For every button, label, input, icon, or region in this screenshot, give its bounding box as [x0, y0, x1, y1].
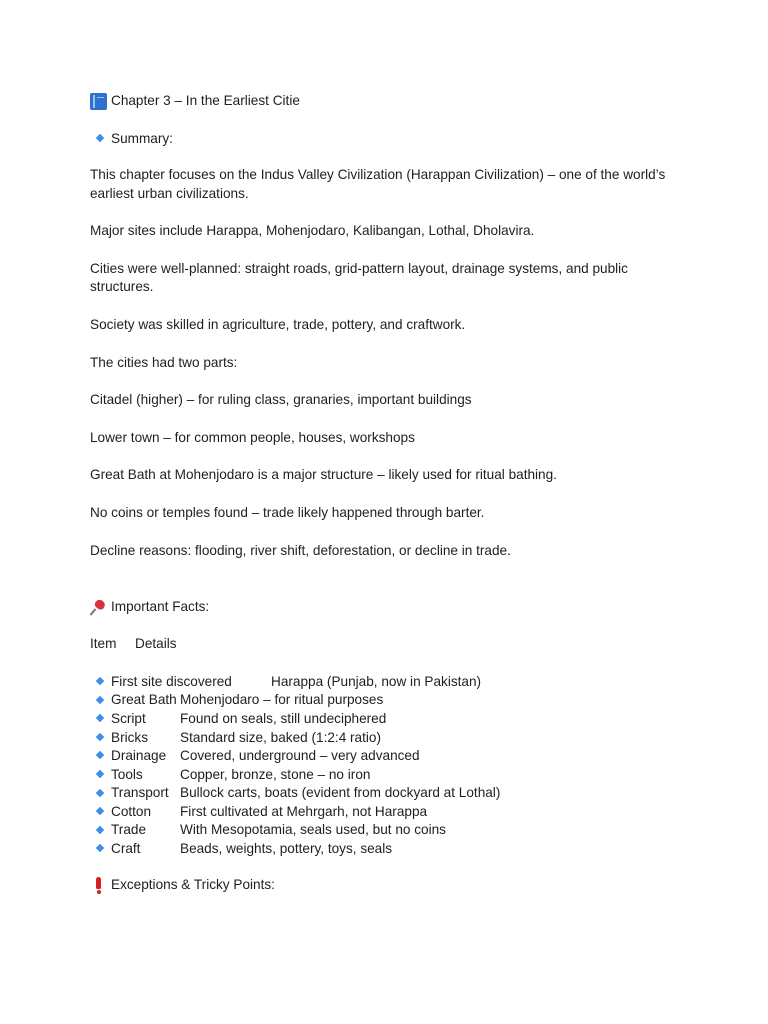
- paragraph-decline: Decline reasons: flooding, river shift, deforestation, or decline in trade.: [90, 542, 511, 558]
- diamond-bullet-icon: [96, 826, 104, 834]
- list-item: [90, 821, 690, 840]
- list-item: [90, 729, 690, 748]
- paragraph-planning: Cities were well-planned: straight roads, grid-pattern layout, drainage systems, and public structures.: [90, 260, 628, 295]
- fact-details: Bullock carts, boats (evident from dockyard at Lothal): [180, 785, 501, 801]
- column-header-details: Details: [135, 636, 177, 652]
- exclamation-icon: [90, 877, 107, 894]
- diamond-bullet-icon: [96, 714, 104, 722]
- list-item: [90, 766, 690, 785]
- document-page: [90, 91, 690, 896]
- fact-details: Mohenjodaro – for ritual purposes: [180, 692, 384, 708]
- fact-details: Copper, bronze, stone – no iron: [180, 766, 371, 782]
- fact-item: Craft: [111, 841, 141, 857]
- column-header-item: Item: [90, 636, 117, 652]
- diamond-bullet-icon: [96, 695, 104, 703]
- list-item: [90, 784, 690, 803]
- exceptions-heading: [90, 876, 690, 896]
- fact-item: Trade: [111, 822, 147, 838]
- paragraph-great-bath: Great Bath at Mohenjodaro is a major structure – likely used for ritual bathing.: [90, 467, 557, 483]
- paragraph-two-parts: The cities had two parts:: [90, 354, 238, 370]
- facts-table-header: [90, 635, 690, 654]
- list-item: [90, 803, 690, 822]
- chapter-title: Chapter 3 – In the Earliest Citie: [111, 92, 300, 108]
- fact-details: Harappa (Punjab, now in Pakistan): [271, 673, 482, 689]
- diamond-bullet-icon: [96, 751, 104, 759]
- paragraph-intro: This chapter focuses on the Indus Valley Civilization (Harappan Civilization) – one of the world’s earliest urban civilizations.: [90, 167, 666, 201]
- list-item: [90, 747, 690, 766]
- diamond-bullet-icon: [96, 807, 104, 815]
- chapter-heading: [90, 91, 690, 111]
- diamond-bullet-icon: [96, 844, 104, 852]
- exceptions-heading-label: Exceptions & Tricky Points:: [111, 877, 275, 893]
- fact-item: First site discovered: [111, 673, 232, 689]
- list-item: [90, 710, 690, 729]
- summary-heading: [90, 129, 690, 149]
- facts-heading-label: Important Facts:: [111, 598, 210, 614]
- paragraph-citadel: Citadel (higher) – for ruling class, granaries, important buildings: [90, 392, 472, 408]
- paragraph-lower-town: Lower town – for common people, houses, workshops: [90, 429, 415, 445]
- fact-item: Drainage: [111, 748, 167, 764]
- fact-details: With Mesopotamia, seals used, but no coins: [180, 822, 446, 838]
- diamond-bullet-icon: [96, 733, 104, 741]
- diamond-bullet-icon: [96, 770, 104, 778]
- diamond-bullet-icon: [96, 677, 104, 685]
- summary-label: Summary:: [111, 130, 173, 146]
- paragraph-society: Society was skilled in agriculture, trade, pottery, and craftwork.: [90, 316, 466, 332]
- diamond-bullet-icon: [96, 788, 104, 796]
- diamond-bullet-icon: [96, 134, 104, 142]
- paragraph-sites: Major sites include Harappa, Mohenjodaro, Kalibangan, Lothal, Dholavira.: [90, 223, 535, 239]
- fact-item: Tools: [111, 766, 143, 782]
- book-icon: [90, 93, 107, 110]
- fact-details: Covered, underground – very advanced: [180, 748, 420, 764]
- pushpin-icon: [90, 599, 107, 616]
- fact-details: Found on seals, still undeciphered: [180, 710, 387, 726]
- fact-details: First cultivated at Mehrgarh, not Harappa: [180, 803, 428, 819]
- facts-list: [90, 673, 690, 859]
- fact-item: Great Bath: [111, 692, 177, 708]
- list-item: [90, 673, 690, 692]
- fact-details: Standard size, baked (1:2:4 ratio): [180, 729, 381, 745]
- facts-heading: [90, 597, 690, 617]
- paragraph-no-coins: No coins or temples found – trade likely happened through barter.: [90, 504, 485, 520]
- list-item: [90, 840, 690, 859]
- fact-item: Script: [111, 710, 146, 726]
- list-item: [90, 691, 690, 710]
- fact-details: Beads, weights, pottery, toys, seals: [180, 841, 393, 857]
- fact-item: Cotton: [111, 803, 152, 819]
- fact-item: Transport: [111, 785, 169, 801]
- fact-item: Bricks: [111, 729, 149, 745]
